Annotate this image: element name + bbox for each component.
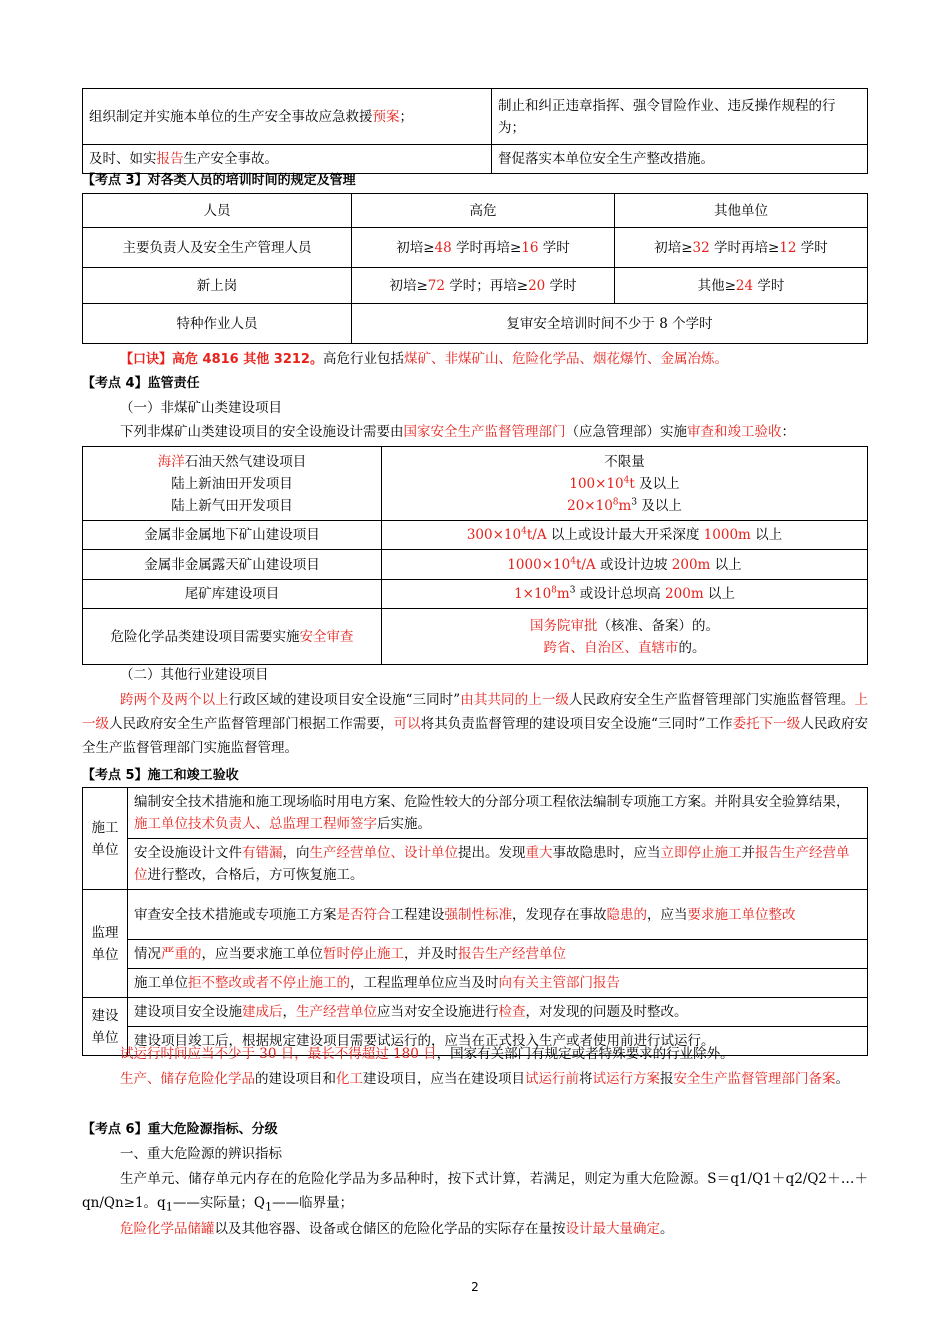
mining-table [82, 446, 868, 665]
table-cell: 审查安全技术措施或专项施工方案是否符合工程建设强制性标准，发现存在事故隐患的，应当要求施工单位整改 [128, 890, 868, 940]
table-cell: 督促落实本单位安全生产整改措施。 [492, 145, 868, 174]
table-cell: 国务院审批（核准、备案）的。 跨省、自治区、直辖市的。 [382, 609, 868, 665]
table-cell: $300\times 10^4t/A$ 以上或设计最大开采深度 1000m 以上 [382, 521, 868, 550]
table-cell: 金属非金属地下矿山建设项目 [83, 521, 382, 550]
table-cell: 金属非金属露天矿山建设项目 [83, 550, 382, 580]
paragraph: 生产、储存危险化学品的建设项目和化工建设项目，应当在建设项目试运行前将试运行方案报安全生产监督管理部门备案。 [120, 1071, 849, 1087]
table-cell: 建设项目竣工后，根据规定建设项目需要试运行的，应当在正式投入生产或者使用前进行试运行。 [128, 1027, 868, 1056]
table-cell: 初培≥72 学时；再培≥20 学时 [352, 268, 615, 304]
subsection-title: 一、重大危险源的辨识指标 [120, 1146, 282, 1162]
section-title-k6: 【考点 6】重大危险源指标、分级 [82, 1122, 278, 1137]
table-cell: 建设项目安全设施建成后，生产经营单位应当对安全设施进行检查，对发现的问题及时整改。 [128, 998, 868, 1027]
table-cell: 海洋石油天然气建设项目 陆上新油田开发项目 陆上新气田开发项目 [83, 447, 382, 521]
table-cell: 安全设施设计文件有错漏，向生产经营单位、设计单位提出。发现重大事故隐患时，应当立即停止施工并报告生产经营单位进行整改，合格后，方可恢复施工。 [128, 839, 868, 890]
construction-table [82, 787, 868, 1056]
table-cell: 复审安全培训时间不少于 8 个学时 [352, 304, 868, 344]
table-cell: 主要负责人及安全生产管理人员 [83, 228, 352, 268]
responsibility-table [82, 88, 868, 174]
table-cell: 制止和纠正违章指挥、强令冒险作业、违反操作规程的行为； [492, 89, 868, 145]
section-title-k3: 【考点 3】对各类人员的培训时间的规定及管理 [82, 173, 356, 188]
table-cell: 施工单位拒不整改或者不停止施工的，工程监理单位应当及时向有关主管部门报告 [128, 969, 868, 998]
section-title-k4: 【考点 4】监管责任 [82, 376, 200, 391]
table-cell: $1\times 10^8m^3$ 或设计总坝高 200m 以上 [382, 580, 868, 609]
table-cell: 其他≥24 学时 [615, 268, 868, 304]
subsection-title: （二）其他行业建设项目 [120, 667, 269, 683]
page-number: 2 [471, 1280, 479, 1294]
table-cell: 编制安全技术措施和施工现场临时用电方案、危险性较大的分部分项工程依法编制专项施工方案。并附具安全验算结果，施工单位技术负责人、总监理工程师签字后实施。 [128, 788, 868, 839]
paragraph: 危险化学品储罐以及其他容器、设备或仓储区的危险化学品的实际存在量按设计最大量确定。 [120, 1221, 674, 1237]
table-cell: $1000\times 10^4t/A$ 或设计边坡 200m 以上 [382, 550, 868, 580]
row-label: 施工单位 [83, 788, 128, 890]
table-cell: 新上岗 [83, 268, 352, 304]
table-header: 人员 [83, 194, 352, 228]
row-label: 建设单位 [83, 998, 128, 1056]
table-header: 高危 [352, 194, 615, 228]
table-cell: 不限量 $100\times 10^4t$ 及以上 $20\times 10^8m^3$ 及以上 [382, 447, 868, 521]
section-title-k5: 【考点 5】施工和竣工验收 [82, 768, 239, 783]
note-line: 试运行时间应当不少于 30 日，最长不得超过 180 日，国家有关部门有规定或者特殊要求的行业除外。 [120, 1046, 734, 1062]
subsection-title: （一）非煤矿山类建设项目 [120, 400, 282, 416]
training-table [82, 193, 868, 344]
table-cell: 及时、如实报告生产安全事故。 [83, 145, 492, 174]
table-cell: 特种作业人员 [83, 304, 352, 344]
table-cell: 初培≥48 学时再培≥16 学时 [352, 228, 615, 268]
table-header: 其他单位 [615, 194, 868, 228]
mnemonic: 【口诀】高危 4816 其他 3212。高危行业包括煤矿、非煤矿山、危险化学品、烟花爆竹、金属冶炼。 [120, 351, 728, 367]
table-cell: 情况严重的，应当要求施工单位暂时停止施工，并及时报告生产经营单位 [128, 940, 868, 969]
paragraph: 生产单元、储存单元内存在的危险化学品为多品种时，按下式计算，若满足，则定为重大危险源。S＝q1/Q1＋q2/Q2＋…＋qn/Qn≥1。$q_1——$实际量；$Q_1——$临界量； [82, 1171, 868, 1214]
table-cell: 尾矿库建设项目 [83, 580, 382, 609]
table-cell: 危险化学品类建设项目需要实施安全审查 [83, 609, 382, 665]
table-cell: 组织制定并实施本单位的生产安全事故应急救援预案； [83, 89, 492, 145]
intro-text: 下列非煤矿山类建设项目的安全设施设计需要由国家安全生产监督管理部门（应急管理部）实施审查和竣工验收： [120, 424, 795, 440]
paragraph: 跨两个及两个以上行政区域的建设项目安全设施“三同时”由其共同的上一级人民政府安全生产监督管理部门实施监督管理。上一级人民政府安全生产监督管理部门根据工作需要，可以将其负责监督管理的建设项目安全设施“三同时”工作委托下一级人民政府安全生产监督管理部门实施监督管理。 [82, 692, 869, 756]
table-cell: 初培≥32 学时再培≥12 学时 [615, 228, 868, 268]
row-label: 监理单位 [83, 890, 128, 998]
